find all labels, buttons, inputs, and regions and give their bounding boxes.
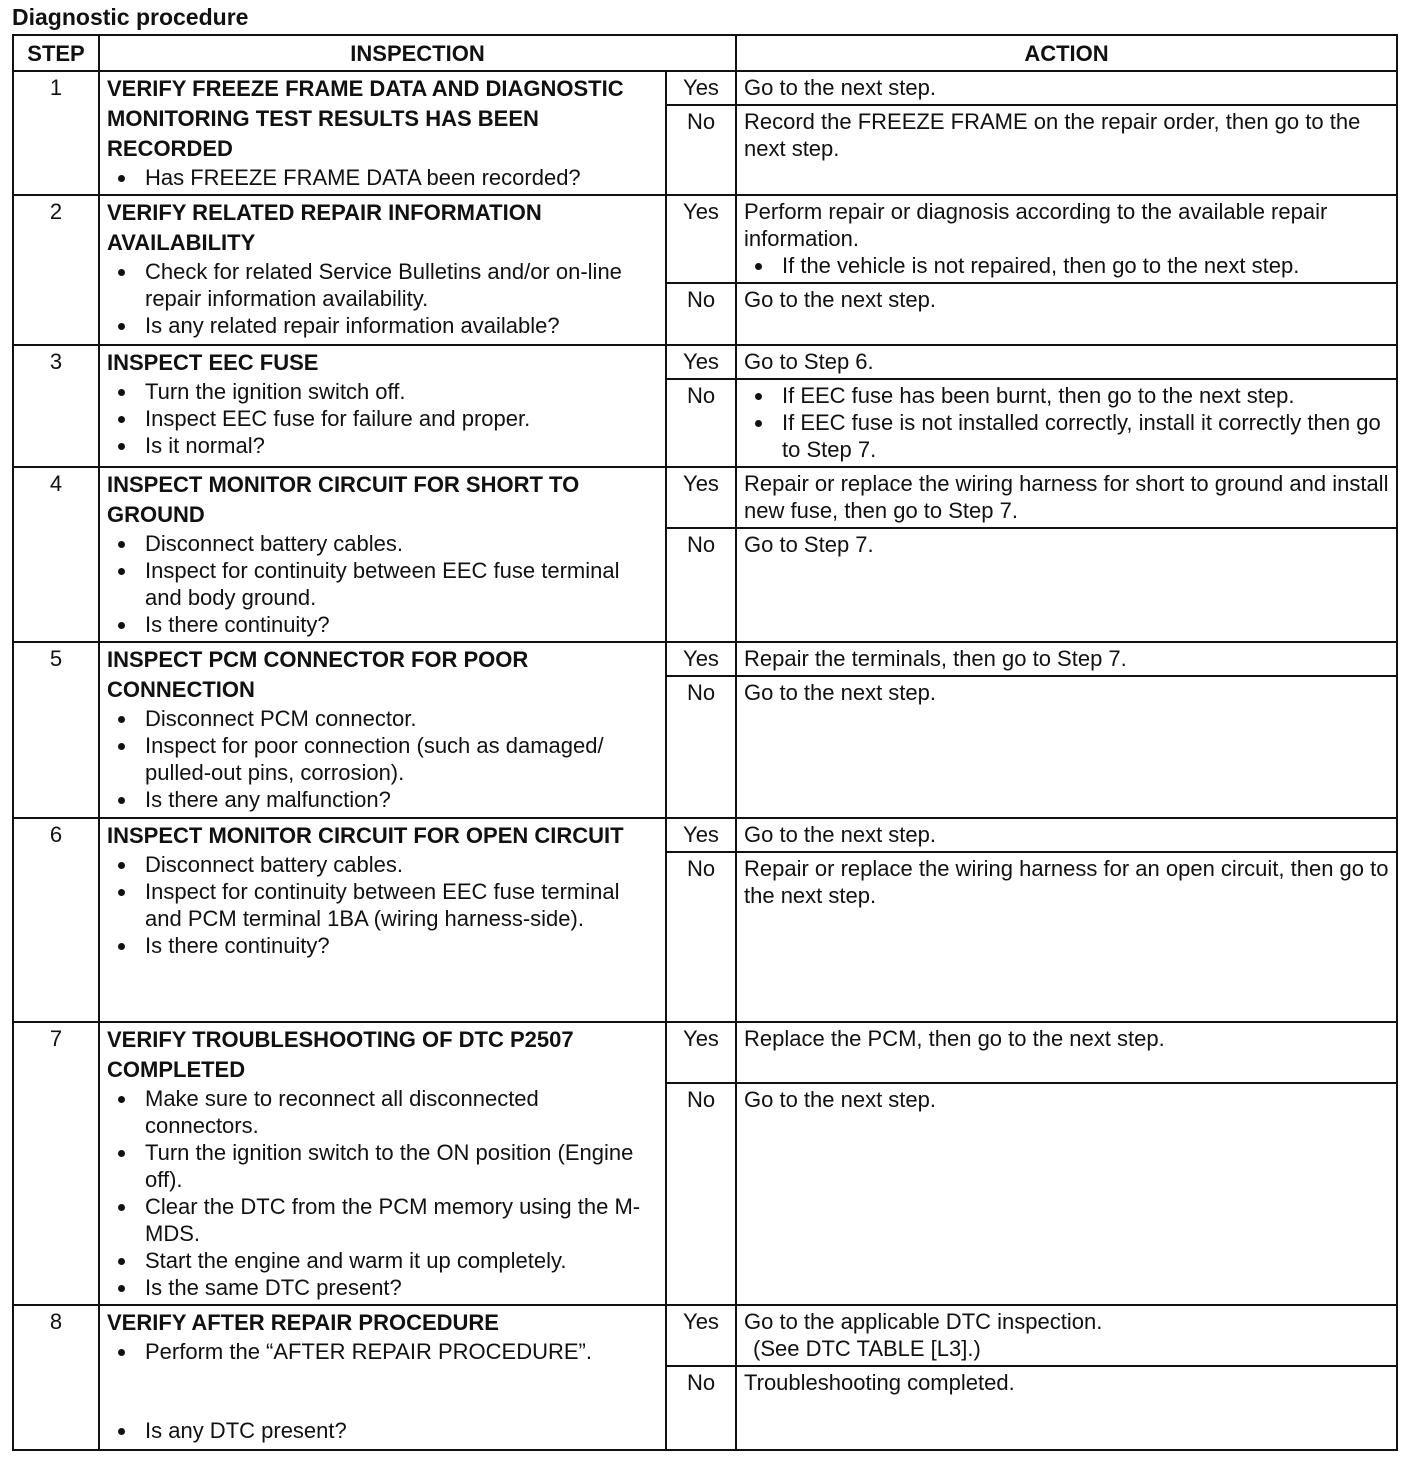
inspection-bullets	[107, 705, 658, 813]
inspection-title: VERIFY FREEZE FRAME DATA AND DIAGNOSTIC MONITORING TEST RESULTS HAS BEEN RECORDED	[107, 76, 624, 161]
inspection-bullet: Is the same DTC present?	[145, 1274, 658, 1301]
inspection-bullet: Clear the DTC from the PCM memory using the M-MDS.	[145, 1193, 658, 1247]
inspection-title: INSPECT EEC FUSE	[107, 350, 319, 375]
inspection-bullet: Is there continuity?	[145, 611, 658, 638]
inspection-title: INSPECT MONITOR CIRCUIT FOR SHORT TO GROUND	[107, 472, 580, 527]
step-8-yes-row	[13, 1305, 1397, 1366]
inspection-bullets	[107, 1338, 658, 1365]
step-4-yes-row	[13, 467, 1397, 528]
no-label: No	[666, 283, 736, 345]
no-action: Repair or replace the wiring harness for an open circuit, then go to the next step.	[736, 852, 1397, 1022]
step-number: 1	[13, 71, 99, 195]
inspection-cell	[99, 345, 666, 467]
inspection-bullet: Disconnect battery cables.	[145, 530, 658, 557]
inspection-bullet: Disconnect PCM connector.	[145, 705, 658, 732]
inspection-title: VERIFY TROUBLESHOOTING OF DTC P2507 COMPLETED	[107, 1027, 574, 1082]
inspection-bullet: Is there continuity?	[145, 932, 658, 959]
action-bullet: If EEC fuse has been burnt, then go to the next step.	[782, 382, 1389, 409]
diagnostic-table	[12, 34, 1398, 1451]
inspection-bullet: Inspect EEC fuse for failure and proper.	[145, 405, 658, 432]
no-label: No	[666, 379, 736, 467]
inspection-cell	[99, 642, 666, 818]
yes-action: Go to Step 6.	[736, 345, 1397, 379]
inspection-bullets	[107, 1085, 658, 1301]
yes-label: Yes	[666, 345, 736, 379]
yes-action: Perform repair or diagnosis according to the available repair information.	[744, 199, 1328, 251]
inspection-title: INSPECT PCM CONNECTOR FOR POOR CONNECTION	[107, 647, 529, 702]
no-action: Record the FREEZE FRAME on the repair order, then go to the next step.	[736, 105, 1397, 195]
inspection-bullets	[107, 378, 658, 459]
header-action: ACTION	[736, 35, 1397, 71]
step-5-yes-row	[13, 642, 1397, 676]
step-1-yes-row	[13, 71, 1397, 105]
inspection-bullet: Turn the ignition switch off.	[145, 378, 658, 405]
yes-action: Repair or replace the wiring harness for short to ground and install new fuse, then go to Step 7.	[736, 467, 1397, 528]
inspection-cell	[99, 1022, 666, 1305]
no-action-cell	[736, 379, 1397, 467]
inspection-bullets	[107, 258, 658, 339]
step-7-yes-row	[13, 1022, 1397, 1083]
inspection-bullet: Is any related repair information available?	[145, 312, 658, 339]
yes-action-note: (See DTC TABLE [L3].)	[753, 1336, 981, 1361]
no-label: No	[666, 1366, 736, 1450]
yes-action-cell	[736, 1305, 1397, 1366]
yes-action: Go to the next step.	[736, 71, 1397, 105]
yes-action-bullets	[744, 252, 1389, 279]
inspection-bullet: Turn the ignition switch to the ON position (Engine off).	[145, 1139, 658, 1193]
inspection-cell	[99, 71, 666, 195]
step-number: 2	[13, 195, 99, 345]
inspection-bullets	[107, 851, 658, 959]
yes-action: Go to the next step.	[736, 818, 1397, 852]
no-label: No	[666, 528, 736, 642]
inspection-bullet: Has FREEZE FRAME DATA been recorded?	[145, 164, 658, 191]
step-number: 7	[13, 1022, 99, 1305]
inspection-bullet: Check for related Service Bulletins and/or on-line repair information availability.	[145, 258, 658, 312]
inspection-bullet: Is there any malfunction?	[145, 786, 658, 813]
yes-label: Yes	[666, 642, 736, 676]
no-action: Go to the next step.	[736, 676, 1397, 818]
yes-label: Yes	[666, 71, 736, 105]
yes-action: Go to the applicable DTC inspection.	[744, 1309, 1103, 1334]
yes-action-cell	[736, 195, 1397, 283]
yes-label: Yes	[666, 195, 736, 283]
step-number: 4	[13, 467, 99, 642]
inspection-cell	[99, 195, 666, 345]
inspection-title: VERIFY AFTER REPAIR PROCEDURE	[107, 1310, 499, 1335]
step-number: 5	[13, 642, 99, 818]
inspection-bullets	[107, 164, 658, 191]
step-3-yes-row	[13, 345, 1397, 379]
inspection-bullet: Disconnect battery cables.	[145, 851, 658, 878]
inspection-bullet: Make sure to reconnect all disconnected connectors.	[145, 1085, 658, 1139]
inspection-title: INSPECT MONITOR CIRCUIT FOR OPEN CIRCUIT	[107, 823, 624, 848]
no-label: No	[666, 105, 736, 195]
yes-action: Repair the terminals, then go to Step 7.	[736, 642, 1397, 676]
step-number: 8	[13, 1305, 99, 1450]
inspection-bullet: Start the engine and warm it up completely.	[145, 1247, 658, 1274]
step-number: 3	[13, 345, 99, 467]
action-bullet: If EEC fuse is not installed correctly, install it correctly then go to Step 7.	[782, 409, 1389, 463]
header-inspection: INSPECTION	[99, 35, 736, 71]
inspection-bullet: Is it normal?	[145, 432, 658, 459]
step-6-yes-row	[13, 818, 1397, 852]
inspection-bullet: Inspect for continuity between EEC fuse terminal and PCM terminal 1BA (wiring harness-side).	[145, 878, 658, 932]
no-action: Go to the next step.	[736, 283, 1397, 345]
page-title: Diagnostic procedure	[12, 4, 249, 30]
no-action: Go to Step 7.	[736, 528, 1397, 642]
step-number: 6	[13, 818, 99, 1022]
no-action: Troubleshooting completed.	[736, 1366, 1397, 1450]
header-row	[13, 35, 1397, 71]
inspection-bullets	[107, 530, 658, 638]
no-label: No	[666, 852, 736, 1022]
step-2-yes-row	[13, 195, 1397, 283]
no-action: Go to the next step.	[736, 1083, 1397, 1305]
action-bullet: If the vehicle is not repaired, then go to the next step.	[782, 252, 1389, 279]
yes-label: Yes	[666, 1305, 736, 1366]
no-label: No	[666, 676, 736, 818]
inspection-cell	[99, 467, 666, 642]
header-step: STEP	[13, 35, 99, 71]
no-label: No	[666, 1083, 736, 1305]
inspection-bullet: Inspect for poor connection (such as damaged/ pulled-out pins, corrosion).	[145, 732, 658, 786]
inspection-cell	[99, 1305, 666, 1450]
inspection-bullet: Is any DTC present?	[145, 1417, 658, 1444]
yes-label: Yes	[666, 818, 736, 852]
yes-action: Replace the PCM, then go to the next step.	[736, 1022, 1397, 1083]
inspection-bullets	[107, 1417, 658, 1444]
inspection-title: VERIFY RELATED REPAIR INFORMATION AVAILABILITY	[107, 200, 542, 255]
inspection-cell	[99, 818, 666, 1022]
blank-gap	[107, 1365, 658, 1417]
inspection-bullet: Perform the “AFTER REPAIR PROCEDURE”.	[145, 1338, 658, 1365]
yes-label: Yes	[666, 1022, 736, 1083]
no-action-bullets	[744, 382, 1389, 463]
yes-label: Yes	[666, 467, 736, 528]
inspection-bullet: Inspect for continuity between EEC fuse terminal and body ground.	[145, 557, 658, 611]
